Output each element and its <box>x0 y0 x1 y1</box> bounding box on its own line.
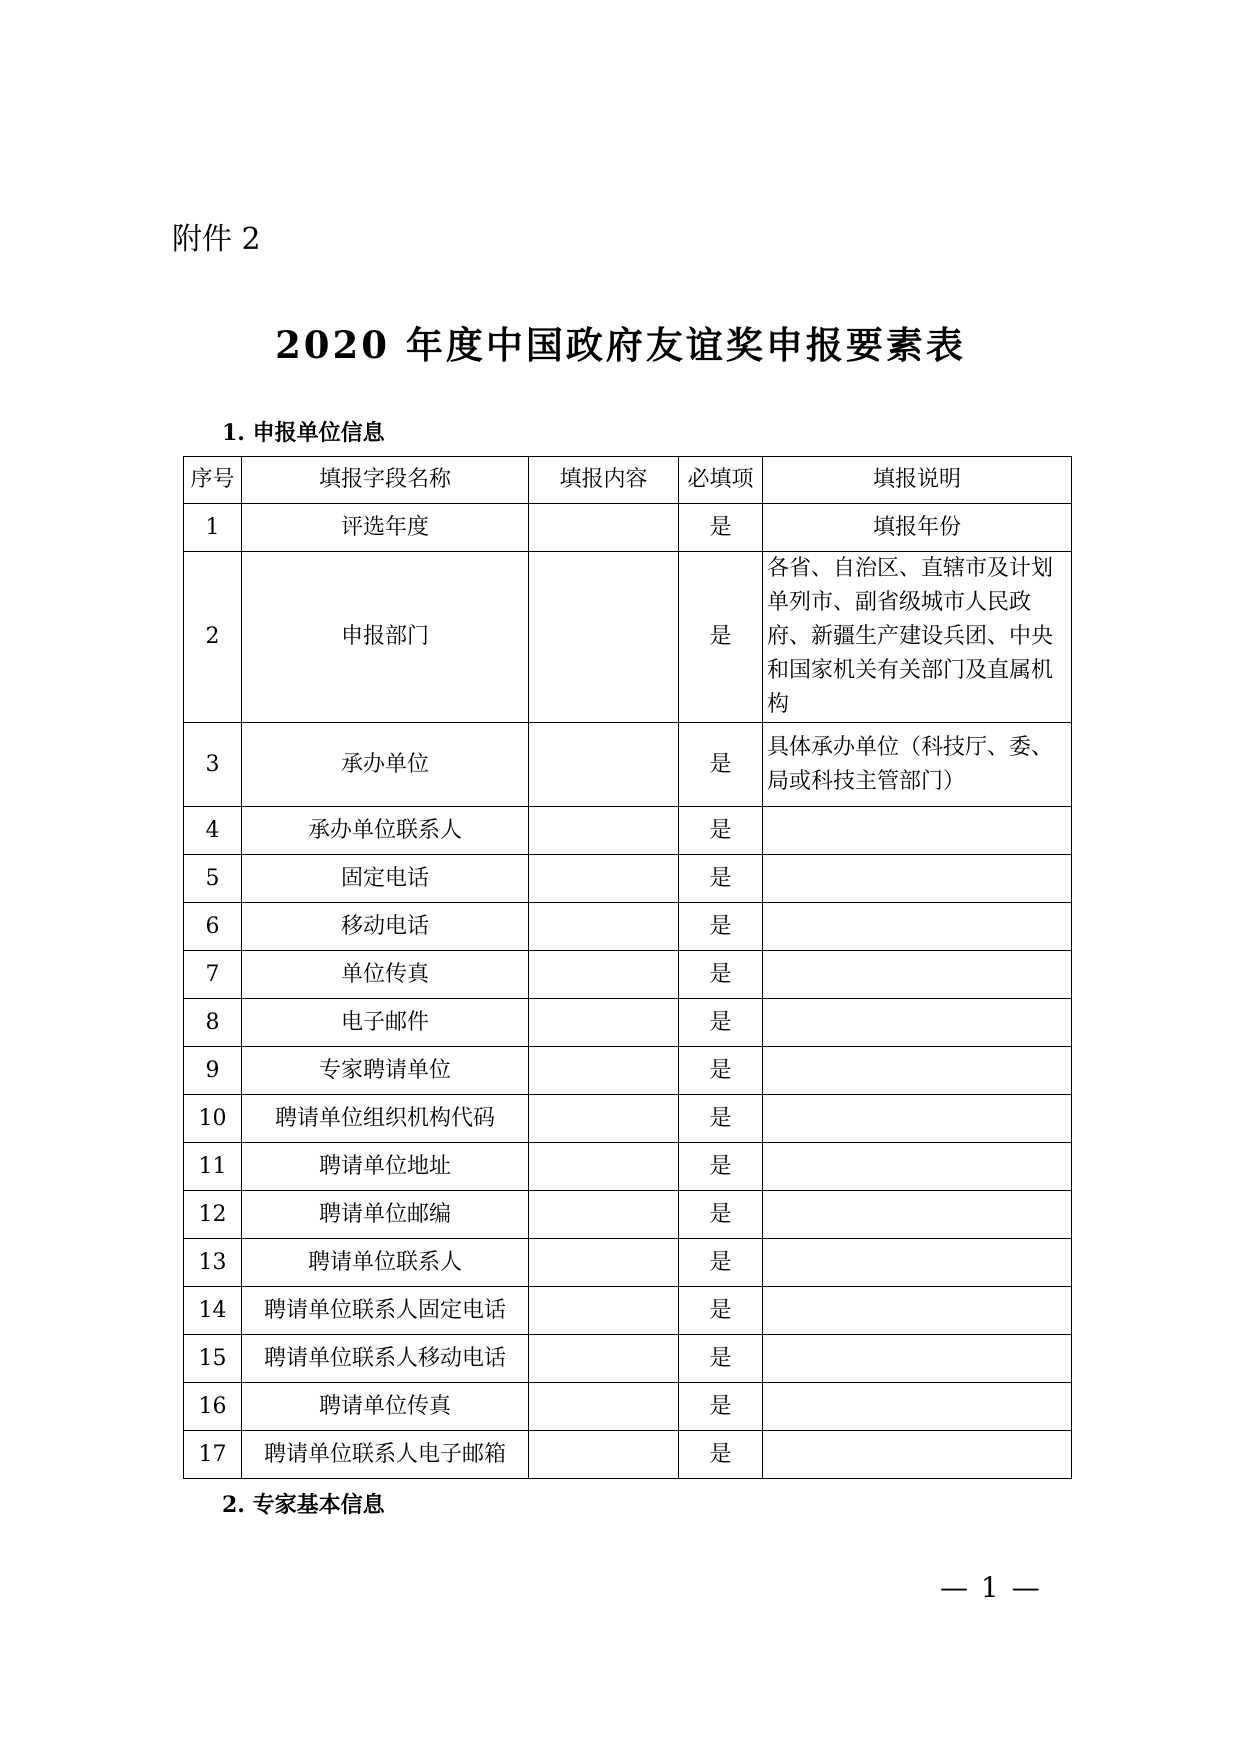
row-index: 2 <box>184 552 242 723</box>
row-required: 是 <box>679 1287 763 1335</box>
header-required: 必填项 <box>679 457 763 504</box>
row-note <box>763 807 1072 855</box>
row-index: 16 <box>184 1383 242 1431</box>
row-index: 4 <box>184 807 242 855</box>
row-note <box>763 1143 1072 1191</box>
row-content-cell[interactable] <box>529 951 679 999</box>
row-index: 15 <box>184 1335 242 1383</box>
row-index: 13 <box>184 1239 242 1287</box>
row-required: 是 <box>679 951 763 999</box>
row-content-cell[interactable] <box>529 1095 679 1143</box>
row-content-cell[interactable] <box>529 999 679 1047</box>
row-field-name: 聘请单位联系人固定电话 <box>242 1287 529 1335</box>
table-row <box>184 723 1072 807</box>
row-required: 是 <box>679 504 763 552</box>
section-heading-applicant-info: 1. 申报单位信息 <box>222 420 385 446</box>
row-field-name: 固定电话 <box>242 855 529 903</box>
row-field-name: 聘请单位组织机构代码 <box>242 1095 529 1143</box>
row-content-cell[interactable] <box>529 504 679 552</box>
row-content-cell[interactable] <box>529 903 679 951</box>
row-index: 3 <box>184 723 242 807</box>
row-field-name: 电子邮件 <box>242 999 529 1047</box>
row-note: 具体承办单位（科技厅、委、局或科技主管部门） <box>763 723 1072 807</box>
row-content-cell[interactable] <box>529 1239 679 1287</box>
row-note <box>763 1095 1072 1143</box>
row-required: 是 <box>679 552 763 723</box>
row-field-name: 聘请单位联系人 <box>242 1239 529 1287</box>
row-required: 是 <box>679 1335 763 1383</box>
row-field-name: 聘请单位邮编 <box>242 1191 529 1239</box>
row-field-name: 申报部门 <box>242 552 529 723</box>
table-row <box>184 552 1072 723</box>
table-row <box>184 1191 1072 1239</box>
row-content-cell[interactable] <box>529 1191 679 1239</box>
row-note <box>763 1383 1072 1431</box>
row-content-cell[interactable] <box>529 807 679 855</box>
row-required: 是 <box>679 855 763 903</box>
table-row <box>184 1047 1072 1095</box>
row-required: 是 <box>679 1431 763 1479</box>
row-note <box>763 1431 1072 1479</box>
row-content-cell[interactable] <box>529 723 679 807</box>
row-index: 7 <box>184 951 242 999</box>
row-field-name: 聘请单位传真 <box>242 1383 529 1431</box>
row-note <box>763 951 1072 999</box>
table-header-row <box>184 457 1072 504</box>
row-index: 14 <box>184 1287 242 1335</box>
row-field-name: 移动电话 <box>242 903 529 951</box>
row-content-cell[interactable] <box>529 1287 679 1335</box>
row-field-name: 专家聘请单位 <box>242 1047 529 1095</box>
table-row <box>184 1383 1072 1431</box>
row-index: 12 <box>184 1191 242 1239</box>
row-field-name: 承办单位 <box>242 723 529 807</box>
page-number: — 1 — <box>940 1571 1042 1604</box>
row-required: 是 <box>679 903 763 951</box>
row-required: 是 <box>679 999 763 1047</box>
row-note <box>763 855 1072 903</box>
row-note: 各省、自治区、直辖市及计划单列市、副省级城市人民政府、新疆生产建设兵团、中央和国家机关有关部门及直属机构 <box>763 552 1072 723</box>
table-row <box>184 1287 1072 1335</box>
row-content-cell[interactable] <box>529 1383 679 1431</box>
row-content-cell[interactable] <box>529 1047 679 1095</box>
table-row <box>184 855 1072 903</box>
table-row <box>184 807 1072 855</box>
row-required: 是 <box>679 1191 763 1239</box>
row-note <box>763 903 1072 951</box>
header-note: 填报说明 <box>763 457 1072 504</box>
row-note <box>763 1239 1072 1287</box>
row-field-name: 单位传真 <box>242 951 529 999</box>
table-row <box>184 1239 1072 1287</box>
header-content: 填报内容 <box>529 457 679 504</box>
table-row <box>184 504 1072 552</box>
row-field-name: 聘请单位联系人移动电话 <box>242 1335 529 1383</box>
attachment-label: 附件 2 <box>172 222 261 257</box>
row-required: 是 <box>679 807 763 855</box>
header-field-name: 填报字段名称 <box>242 457 529 504</box>
row-field-name: 聘请单位地址 <box>242 1143 529 1191</box>
row-field-name: 评选年度 <box>242 504 529 552</box>
row-required: 是 <box>679 1239 763 1287</box>
row-index: 8 <box>184 999 242 1047</box>
row-index: 1 <box>184 504 242 552</box>
table-row <box>184 1335 1072 1383</box>
row-field-name: 聘请单位联系人电子邮箱 <box>242 1431 529 1479</box>
row-field-name: 承办单位联系人 <box>242 807 529 855</box>
document-title: 2020 年度中国政府友谊奖申报要素表 <box>275 323 966 367</box>
row-index: 6 <box>184 903 242 951</box>
section-heading-expert-info: 2. 专家基本信息 <box>222 1492 385 1518</box>
row-note <box>763 1047 1072 1095</box>
row-note <box>763 1287 1072 1335</box>
row-required: 是 <box>679 1047 763 1095</box>
row-note <box>763 1191 1072 1239</box>
row-content-cell[interactable] <box>529 1143 679 1191</box>
row-index: 10 <box>184 1095 242 1143</box>
row-note: 填报年份 <box>763 504 1072 552</box>
declaration-form-table <box>183 456 1072 1479</box>
row-note <box>763 1335 1072 1383</box>
row-index: 17 <box>184 1431 242 1479</box>
header-index: 序号 <box>184 457 242 504</box>
table-row <box>184 1431 1072 1479</box>
row-note <box>763 999 1072 1047</box>
table-row <box>184 999 1072 1047</box>
table-row <box>184 903 1072 951</box>
row-content-cell[interactable] <box>529 855 679 903</box>
row-index: 5 <box>184 855 242 903</box>
row-required: 是 <box>679 1095 763 1143</box>
row-content-cell[interactable] <box>529 1431 679 1479</box>
row-required: 是 <box>679 723 763 807</box>
row-content-cell[interactable] <box>529 552 679 723</box>
table-row <box>184 1143 1072 1191</box>
row-required: 是 <box>679 1383 763 1431</box>
table-row <box>184 951 1072 999</box>
row-index: 9 <box>184 1047 242 1095</box>
row-index: 11 <box>184 1143 242 1191</box>
row-required: 是 <box>679 1143 763 1191</box>
row-content-cell[interactable] <box>529 1335 679 1383</box>
table-row <box>184 1095 1072 1143</box>
